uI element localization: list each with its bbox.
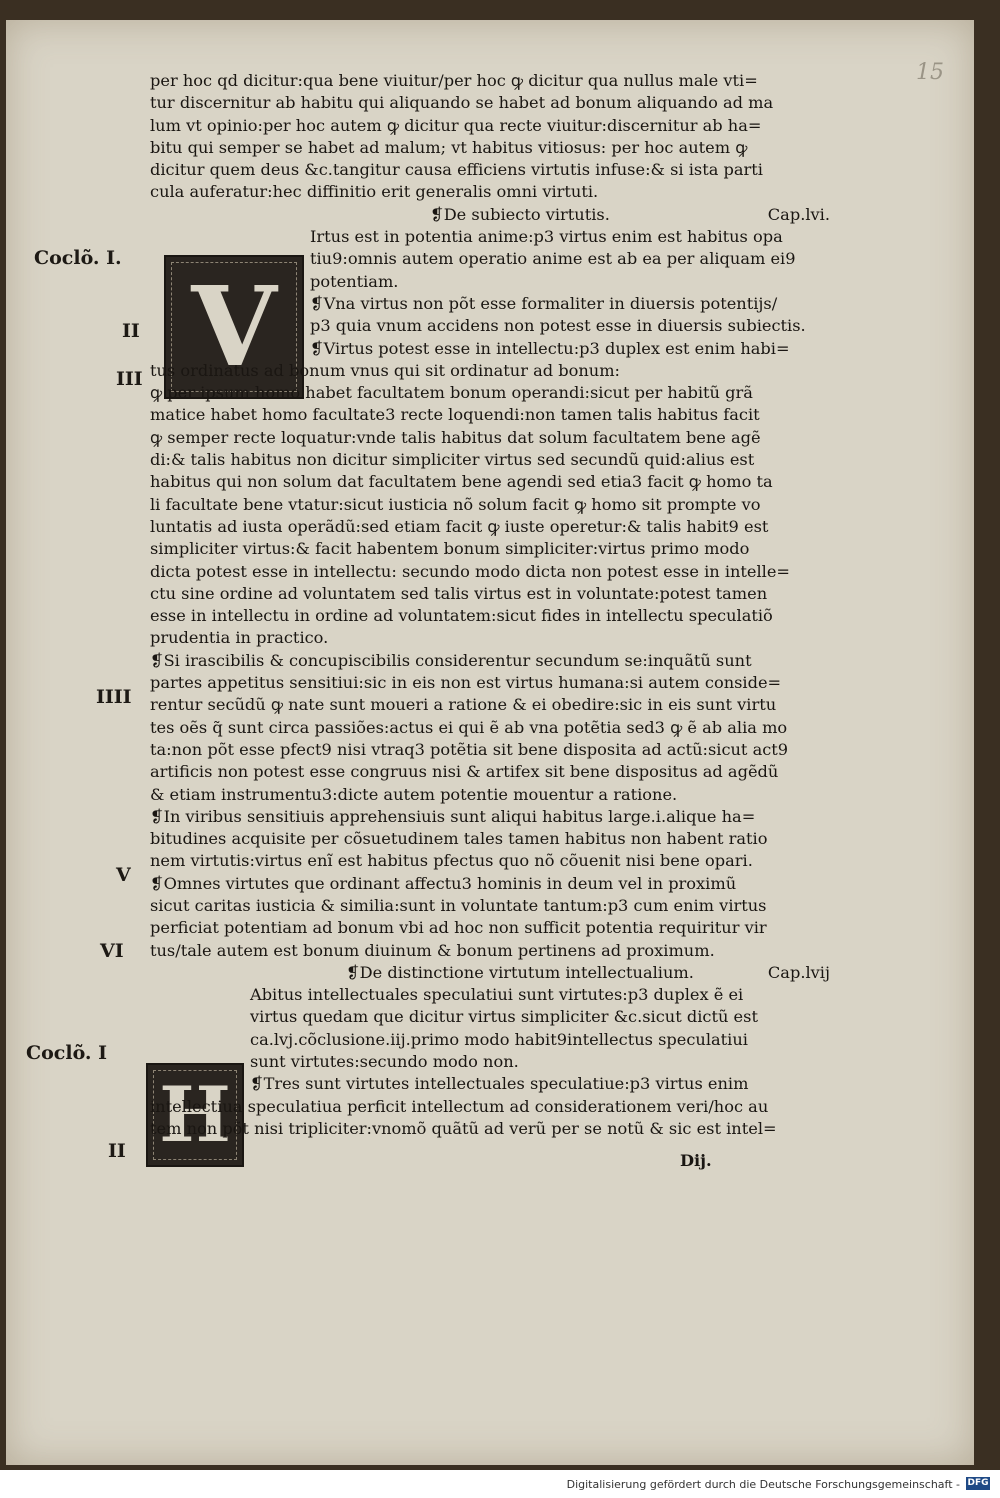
dfg-logo: DFG	[967, 1478, 989, 1488]
text-block-1	[150, 70, 850, 204]
text-line: li facultate bene vtatur:sicut iusticia nõ solum facit ꝙ homo sit prompte vo	[150, 494, 761, 514]
text-line: ❡Omnes virtutes que ordinant affectu3 hominis in deum vel in proximũ	[150, 873, 737, 893]
text-line: tur discernitur ab habitu qui aliquando se habet ad bonum aliquando ad ma	[150, 93, 774, 113]
text-line: tiu9:omnis autem operatio anime est ab ea per aliquam ei9	[310, 249, 796, 269]
text-line: & etiam instrumentu3:dicte autem potentie mouentur a ratione.	[150, 784, 678, 804]
text-line: tus ordinatus ad bonum vnus qui sit ordinatur ad bonum:	[150, 360, 621, 380]
text-line: prudentia in practico.	[150, 628, 329, 648]
text-line: p3 quia vnum accidens non potest esse in diuersis subiectis.	[310, 316, 806, 336]
text-line: rentur secũdũ ꝙ nate sunt moueri a ratione & ei obedire:sic in eis sunt virtu	[150, 695, 777, 715]
text-line: ❡Vna virtus non põt esse formaliter in diuersis potentijs/	[310, 293, 778, 313]
text-line: esse in intellectu in ordine ad voluntatem:sicut fides in intellectu speculatiõ	[150, 606, 773, 626]
text-line: potentiam.	[310, 271, 399, 291]
text-line: simpliciter virtus:& facit habentem bonum simpliciter:virtus primo modo	[150, 539, 750, 559]
text-line: ꝙ per ipsum homo habet facultatem bonum operandi:sicut per habitũ grã	[150, 383, 753, 403]
text-line: ca.lvj.cõclusione.iij.primo modo habit9intellectus speculatiui	[250, 1029, 748, 1049]
text-line: cula auferatur:hec diffinitio erit generalis omni virtuti.	[150, 182, 599, 202]
text-line: dicta potest esse in intellectu: secundo modo dicta non potest esse in intelle=	[150, 561, 790, 581]
text-line: perficiat potentiam ad bonum vbi ad hoc non sufficit potentia requiritur vir	[150, 918, 767, 938]
margin-note: IIII	[96, 686, 132, 708]
margin-note: VI	[100, 940, 124, 962]
text-line: ꝙ semper recte loquatur:vnde talis habitus dat solum facultatem bene agẽ	[150, 427, 761, 447]
text-line: Abitus intellectuales speculatiui sunt virtutes:p3 duplex ẽ ei	[250, 985, 744, 1005]
decorated-initial-h: H	[146, 1063, 244, 1167]
text-block-3	[150, 984, 850, 1140]
text-line: sunt virtutes:secundo modo non.	[250, 1052, 519, 1072]
section-heading: ❡De distinctione virtutum intellectualium. Cap.lvij	[150, 962, 850, 984]
text-line: intellectiua speculatiua perficit intellectum ad considerationem veri/hoc au	[150, 1096, 769, 1116]
text-line: matice habet homo facultate3 recte loquendi:non tamen talis habitus facit	[150, 405, 760, 425]
margin-note: II	[108, 1140, 126, 1162]
text-line: dicitur quem deus &c.tangitur causa efficiens virtutis infuse:& si ista parti	[150, 160, 763, 180]
text-line: ctu sine ordine ad voluntatem sed talis virtus est in voluntate:potest tamen	[150, 583, 768, 603]
page-number: 15	[916, 60, 944, 85]
text-line: ❡Si irascibilis & concupiscibilis considerentur secundum se:inquãtũ sunt	[150, 650, 752, 670]
text-line: luntatis ad iusta operãdũ:sed etiam facit ꝙ iuste operetur:& talis habit9 est	[150, 516, 769, 536]
text-column	[150, 70, 850, 1173]
text-line: sicut caritas iusticia & similia:sunt in voluntate tantum:p3 cum enim virtus	[150, 895, 767, 915]
chapter-number: Cap.lvij	[767, 962, 830, 982]
margin-note: Coclõ. I	[26, 1042, 108, 1064]
text-line: bitudines acquisite per cõsuetudinem tales tamen habitus non habent ratio	[150, 829, 768, 849]
text-line: tes oẽs q̃ sunt circa passiões:actus ei qui ẽ ab vna potẽtia sed3 ꝙ ẽ ab alia mo	[150, 717, 788, 737]
catchword: Dij.	[680, 1151, 712, 1171]
text-line: artificis non potest esse congruus nisi & artifex sit bene dispositus ad agẽdũ	[150, 762, 779, 782]
margin-note: V	[116, 864, 131, 886]
chapter-number: Cap.lvi.	[767, 204, 830, 224]
footer-bar	[0, 1470, 1000, 1498]
text-line: ❡In viribus sensitiuis apprehensiuis sunt aliqui habitus large.i.alique ha=	[150, 806, 756, 826]
text-line: tem non põt nisi tripliciter:vnomõ quãtũ ad verũ per se notũ & sic est intel=	[150, 1118, 777, 1138]
section-heading: ❡De subiecto virtutis. Cap.lvi.	[150, 204, 850, 226]
margin-note: II	[122, 320, 140, 342]
decorated-initial-v: V	[164, 255, 304, 399]
text-line: ❡Virtus potest esse in intellectu:p3 duplex est enim habi=	[310, 338, 790, 358]
footer-credit: Digitalisierung gefördert durch die Deutsche Forschungsgemeinschaft -	[566, 1478, 960, 1491]
text-line: di:& talis habitus non dicitur simpliciter virtus sed secundũ quid:alius est	[150, 450, 755, 470]
text-line: tus/tale autem est bonum diuinum & bonum pertinens ad proximum.	[150, 940, 715, 960]
margin-note: III	[116, 368, 143, 390]
margin-note: Coclõ. I.	[34, 247, 122, 269]
text-line: ❡Tres sunt virtutes intellectuales speculatiue:p3 virtus enim	[250, 1074, 749, 1094]
text-line: nem virtutis:virtus enĩ est habitus pfectus quo nõ cõuenit nisi bene opari.	[150, 851, 753, 871]
text-block-2	[150, 226, 850, 962]
text-line: per hoc qd dicitur:qua bene viuitur/per hoc ꝙ dicitur qua nullus male vti=	[150, 71, 758, 90]
text-line: Irtus est in potentia anime:p3 virtus enim est habitus opa	[310, 227, 783, 247]
text-line: partes appetitus sensitiui:sic in eis non est virtus humana:si autem conside=	[150, 673, 782, 693]
text-line: lum vt opinio:per hoc autem ꝙ dicitur qua recte viuitur:discernitur ab ha=	[150, 115, 762, 135]
text-line: ta:non põt esse pfect9 nisi vtraq3 potẽtia sit bene disposita ad actũ:sicut act9	[150, 739, 789, 759]
text-line: bitu qui semper se habet ad malum; vt habitus vitiosus: per hoc autem ꝙ	[150, 137, 748, 157]
text-line: virtus quedam que dicitur virtus simpliciter &c.sicut dictũ est	[250, 1007, 758, 1027]
text-line: habitus qui non solum dat facultatem bene agendi sed etia3 facit ꝙ homo ta	[150, 472, 773, 492]
